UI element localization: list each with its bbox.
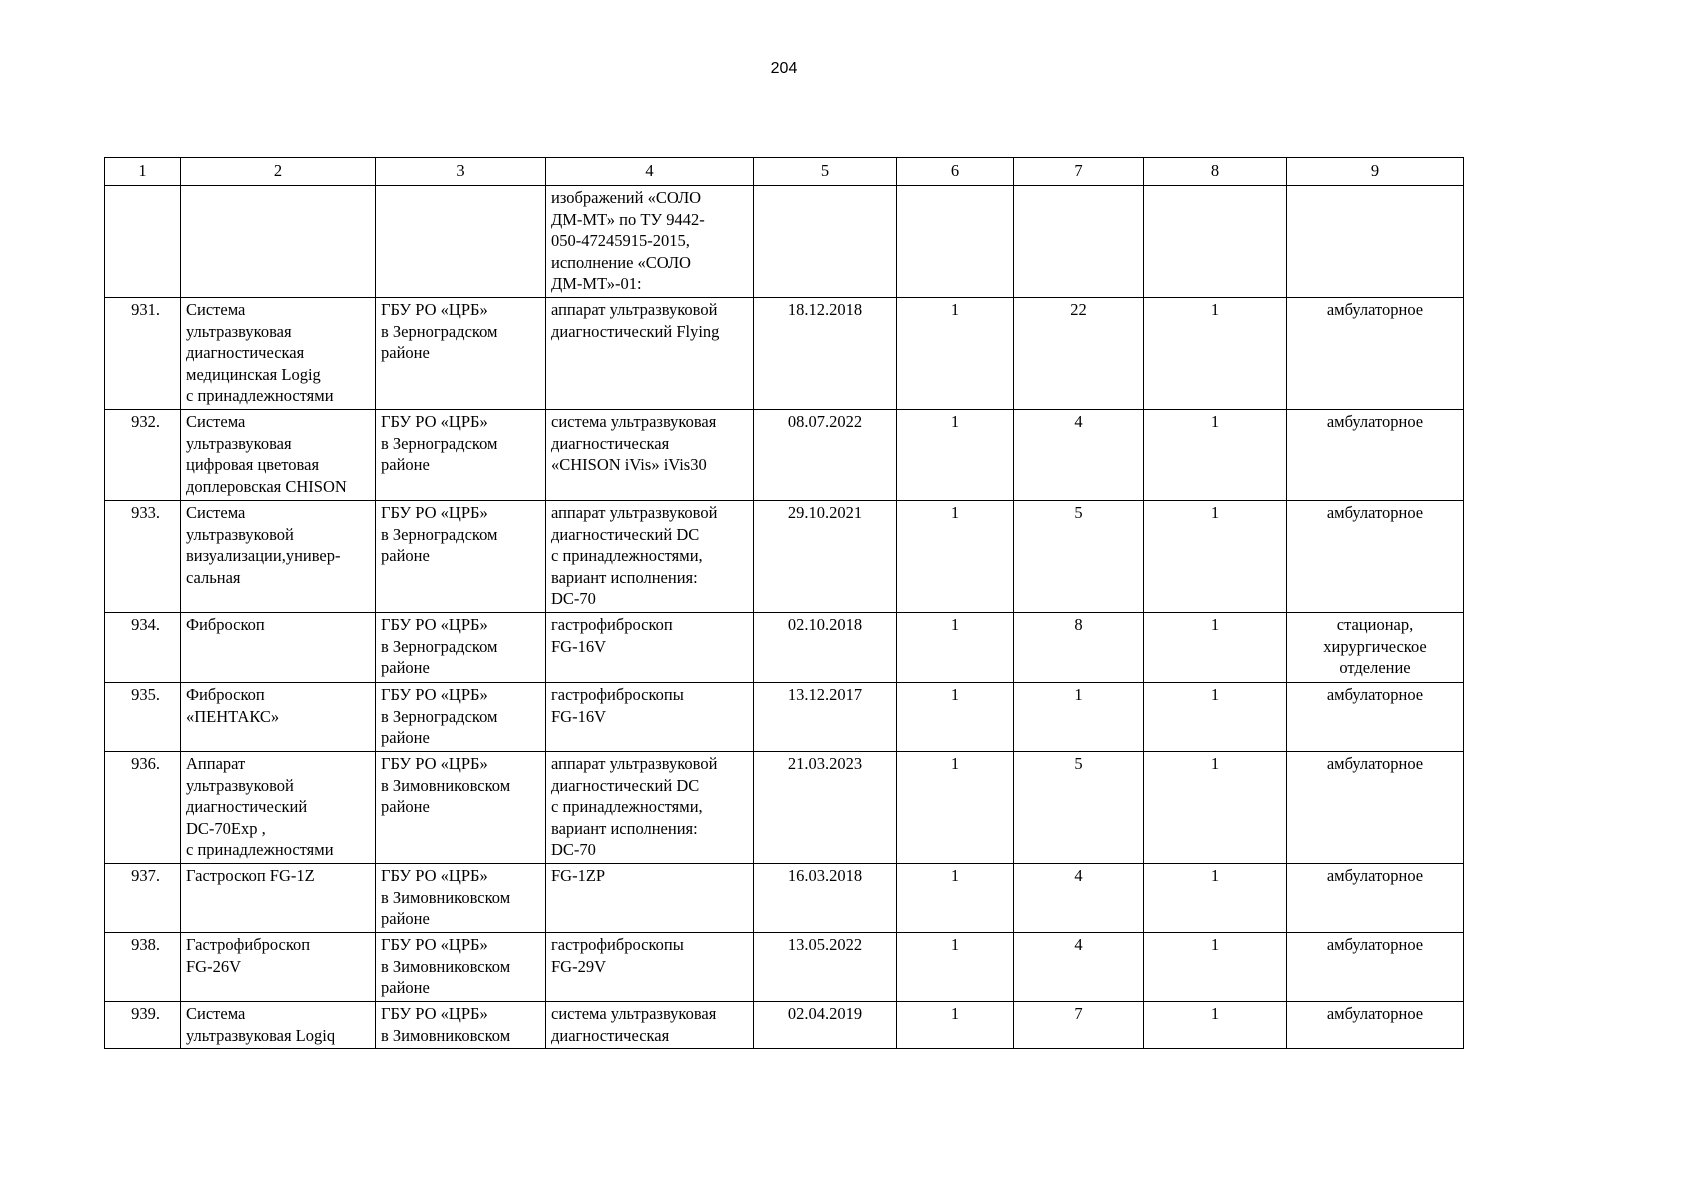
table-row <box>105 410 1464 501</box>
model-description: аппарат ультразвуковой диагностический Flying <box>546 298 754 410</box>
equipment-name: Фиброскоп <box>181 613 376 683</box>
table-row <box>105 298 1464 410</box>
organization <box>376 186 546 298</box>
column-8-value: 1 <box>1144 1002 1287 1049</box>
table-row <box>105 864 1464 933</box>
column-8-value: 1 <box>1144 683 1287 752</box>
organization: ГБУ РО «ЦРБ» в Зимовниковском районе <box>376 864 546 933</box>
install-date: 18.12.2018 <box>754 298 897 410</box>
usage-place: амбулаторное <box>1287 864 1464 933</box>
column-header: 5 <box>754 158 897 186</box>
column-numbers-row <box>105 158 1464 186</box>
organization: ГБУ РО «ЦРБ» в Зимовниковском <box>376 1002 546 1049</box>
table-row <box>105 752 1464 864</box>
column-7-value: 1 <box>1014 683 1144 752</box>
column-8-value: 1 <box>1144 864 1287 933</box>
count-value: 1 <box>897 298 1014 410</box>
organization: ГБУ РО «ЦРБ» в Зимовниковском районе <box>376 933 546 1002</box>
equipment-name: Гастрофиброскоп FG-26V <box>181 933 376 1002</box>
model-description: система ультразвуковая диагностическая «CHISON iVis» iVis30 <box>546 410 754 501</box>
count-value: 1 <box>897 1002 1014 1049</box>
row-number: 931. <box>105 298 181 410</box>
model-description: изображений «СОЛО ДМ-МТ» по ТУ 9442- 050-47245915-2015, исполнение «СОЛО ДМ-МТ»-01: <box>546 186 754 298</box>
column-7-value: 4 <box>1014 933 1144 1002</box>
organization: ГБУ РО «ЦРБ» в Зерноградском районе <box>376 410 546 501</box>
table-row <box>105 1002 1464 1049</box>
table-row <box>105 683 1464 752</box>
model-description: гастрофиброскопы FG-29V <box>546 933 754 1002</box>
column-7-value: 4 <box>1014 864 1144 933</box>
install-date: 29.10.2021 <box>754 501 897 613</box>
equipment-name <box>181 186 376 298</box>
column-8-value: 1 <box>1144 501 1287 613</box>
column-7-value: 8 <box>1014 613 1144 683</box>
model-description: гастрофиброскоп FG-16V <box>546 613 754 683</box>
column-7-value: 22 <box>1014 298 1144 410</box>
column-8-value: 1 <box>1144 613 1287 683</box>
organization: ГБУ РО «ЦРБ» в Зерноградском районе <box>376 501 546 613</box>
count-value: 1 <box>897 683 1014 752</box>
equipment-name: Фиброскоп «ПЕНТАКС» <box>181 683 376 752</box>
usage-place: амбулаторное <box>1287 410 1464 501</box>
column-header: 3 <box>376 158 546 186</box>
column-header: 6 <box>897 158 1014 186</box>
usage-place <box>1287 186 1464 298</box>
install-date: 08.07.2022 <box>754 410 897 501</box>
table-row <box>105 613 1464 683</box>
column-8-value: 1 <box>1144 298 1287 410</box>
column-header: 8 <box>1144 158 1287 186</box>
page-number: 204 <box>770 60 798 77</box>
count-value: 1 <box>897 613 1014 683</box>
count-value: 1 <box>897 933 1014 1002</box>
column-7-value <box>1014 186 1144 298</box>
row-number: 934. <box>105 613 181 683</box>
install-date: 16.03.2018 <box>754 864 897 933</box>
organization: ГБУ РО «ЦРБ» в Зерноградском районе <box>376 298 546 410</box>
column-7-value: 4 <box>1014 410 1144 501</box>
count-value: 1 <box>897 864 1014 933</box>
usage-place: стационар, хирургическое отделение <box>1287 613 1464 683</box>
model-description: аппарат ультразвуковой диагностический DC с принадлежностями, вариант исполнения: DC-70 <box>546 752 754 864</box>
count-value: 1 <box>897 410 1014 501</box>
row-number: 938. <box>105 933 181 1002</box>
column-8-value: 1 <box>1144 933 1287 1002</box>
column-7-value: 5 <box>1014 501 1144 613</box>
equipment-name: Система ультразвуковая цифровая цветовая доплеровская CHISON <box>181 410 376 501</box>
model-description: система ультразвуковая диагностическая <box>546 1002 754 1049</box>
column-8-value <box>1144 186 1287 298</box>
install-date: 02.04.2019 <box>754 1002 897 1049</box>
row-number <box>105 186 181 298</box>
table-body <box>105 186 1464 1049</box>
table-row <box>105 186 1464 298</box>
model-description: FG-1ZP <box>546 864 754 933</box>
row-number: 937. <box>105 864 181 933</box>
equipment-name: Аппарат ультразвуковой диагностический DC-70Exp , с принадлежностями <box>181 752 376 864</box>
equipment-table <box>104 157 1464 1049</box>
model-description: гастрофиброскопы FG-16V <box>546 683 754 752</box>
install-date: 13.05.2022 <box>754 933 897 1002</box>
usage-place: амбулаторное <box>1287 752 1464 864</box>
column-7-value: 7 <box>1014 1002 1144 1049</box>
usage-place: амбулаторное <box>1287 683 1464 752</box>
usage-place: амбулаторное <box>1287 933 1464 1002</box>
install-date <box>754 186 897 298</box>
column-header: 9 <box>1287 158 1464 186</box>
model-description: аппарат ультразвуковой диагностический DC с принадлежностями, вариант исполнения: DC-70 <box>546 501 754 613</box>
row-number: 932. <box>105 410 181 501</box>
column-header: 7 <box>1014 158 1144 186</box>
count-value <box>897 186 1014 298</box>
equipment-name: Система ультразвуковой визуализации,универ- сальная <box>181 501 376 613</box>
usage-place: амбулаторное <box>1287 1002 1464 1049</box>
count-value: 1 <box>897 752 1014 864</box>
row-number: 933. <box>105 501 181 613</box>
install-date: 02.10.2018 <box>754 613 897 683</box>
row-number: 936. <box>105 752 181 864</box>
count-value: 1 <box>897 501 1014 613</box>
table-row <box>105 933 1464 1002</box>
table-row <box>105 501 1464 613</box>
equipment-name: Гастроскоп FG-1Z <box>181 864 376 933</box>
equipment-name: Система ультразвуковая Logiq <box>181 1002 376 1049</box>
column-header: 2 <box>181 158 376 186</box>
column-8-value: 1 <box>1144 410 1287 501</box>
column-8-value: 1 <box>1144 752 1287 864</box>
organization: ГБУ РО «ЦРБ» в Зерноградском районе <box>376 683 546 752</box>
install-date: 21.03.2023 <box>754 752 897 864</box>
usage-place: амбулаторное <box>1287 501 1464 613</box>
install-date: 13.12.2017 <box>754 683 897 752</box>
organization: ГБУ РО «ЦРБ» в Зимовниковском районе <box>376 752 546 864</box>
column-header: 1 <box>105 158 181 186</box>
row-number: 935. <box>105 683 181 752</box>
row-number: 939. <box>105 1002 181 1049</box>
column-7-value: 5 <box>1014 752 1144 864</box>
organization: ГБУ РО «ЦРБ» в Зерноградском районе <box>376 613 546 683</box>
column-header: 4 <box>546 158 754 186</box>
usage-place: амбулаторное <box>1287 298 1464 410</box>
equipment-name: Система ультразвуковая диагностическая медицинская Logig с принадлежностями <box>181 298 376 410</box>
